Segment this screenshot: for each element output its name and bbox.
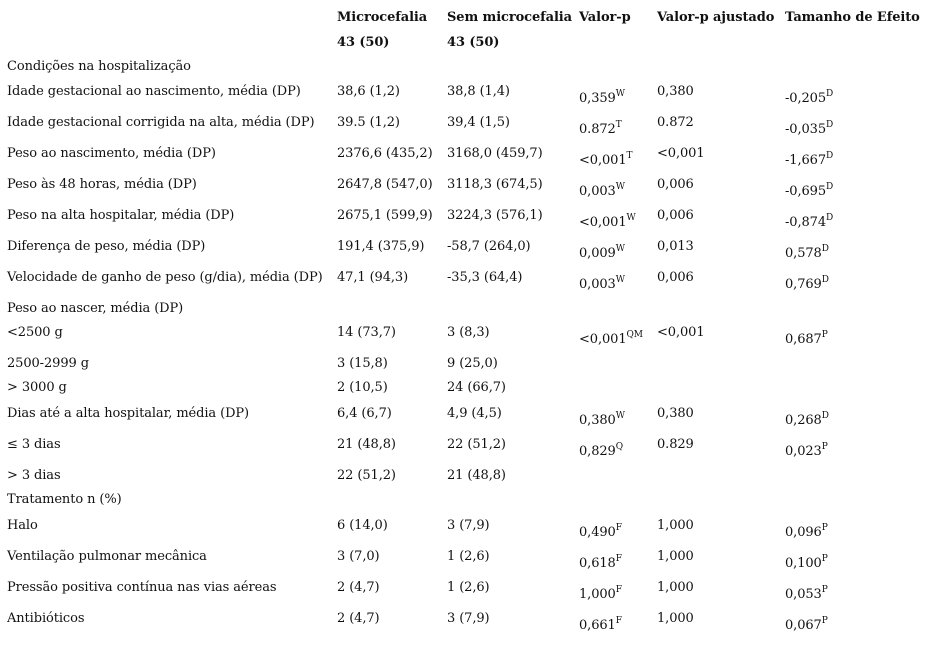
cell-tamanho-efeito [785, 153, 833, 169]
row-label: Idade gestacional corrigida na alta, média (DP) [7, 115, 315, 130]
cell-valor-p [579, 215, 636, 231]
cell-sem-microcefalia: 21 (48,8) [447, 468, 506, 483]
cell-sem-microcefalia: 3 (7,9) [447, 518, 490, 533]
efeito-value: 0,268 [785, 413, 822, 428]
valor-p-value: 0,490 [579, 525, 616, 540]
efeito-measure-marker: D [821, 275, 829, 285]
valor-p-test-marker: W [615, 244, 625, 254]
cell-tamanho-efeito [785, 444, 828, 460]
cell-tamanho-efeito [785, 556, 828, 572]
efeito-value: -0,695 [785, 184, 827, 199]
cell-sem-microcefalia: 1 (2,6) [447, 549, 490, 564]
valor-p-value: 1,000 [579, 587, 616, 602]
valor-p-test-marker: QM [626, 330, 643, 340]
cell-tamanho-efeito [785, 587, 828, 603]
row-label: Pressão positiva contínua nas vias aéreas [7, 580, 277, 595]
header-sem-microcefalia-n: 43 (50) [447, 35, 500, 50]
row-label: Idade gestacional ao nascimento, média (DP) [7, 84, 301, 99]
cell-sem-microcefalia: 3 (8,3) [447, 325, 490, 340]
cell-microcefalia: 3 (15,8) [337, 356, 388, 371]
cell-sem-microcefalia: 4,9 (4,5) [447, 406, 502, 421]
cell-tamanho-efeito [785, 277, 829, 293]
cell-valor-p [579, 277, 625, 293]
cell-valor-p-ajustado: 1,000 [657, 611, 694, 626]
cell-sem-microcefalia: -35,3 (64,4) [447, 270, 523, 285]
row-label: > 3000 g [7, 380, 67, 395]
cell-sem-microcefalia: 22 (51,2) [447, 437, 506, 452]
cell-valor-p [579, 587, 622, 603]
row-label: > 3 dias [7, 468, 61, 483]
valor-p-test-marker: Q [615, 442, 623, 452]
efeito-measure-marker: D [826, 151, 834, 161]
cell-valor-p [579, 91, 625, 107]
header-valor-p-ajustado: Valor-p ajustado [657, 10, 775, 25]
row-label: Peso ao nascimento, média (DP) [7, 146, 216, 161]
cell-valor-p [579, 332, 643, 348]
cell-valor-p [579, 444, 623, 460]
header-microcefalia: Microcefalia [337, 10, 428, 25]
cell-microcefalia: 2376,6 (435,2) [337, 146, 433, 161]
valor-p-value: 0.872 [579, 122, 616, 137]
efeito-measure-marker: D [826, 89, 834, 99]
cell-valor-p [579, 122, 622, 138]
row-label: Velocidade de ganho de peso (g/dia), média (DP) [7, 270, 323, 285]
row-label: Ventilação pulmonar mecânica [7, 549, 207, 564]
cell-sem-microcefalia: 39,4 (1,5) [447, 115, 510, 130]
row-label: Peso na alta hospitalar, média (DP) [7, 208, 235, 223]
cell-microcefalia: 3 (7,0) [337, 549, 380, 564]
valor-p-value: 0,618 [579, 556, 616, 571]
cell-valor-p-ajustado: 0,380 [657, 406, 694, 421]
cell-sem-microcefalia: 3 (7,9) [447, 611, 490, 626]
cell-sem-microcefalia: 3224,3 (576,1) [447, 208, 543, 223]
cell-valor-p-ajustado: 1,000 [657, 518, 694, 533]
valor-p-value: <0,001 [579, 153, 627, 168]
cell-sem-microcefalia: -58,7 (264,0) [447, 239, 531, 254]
row-label: Diferença de peso, média (DP) [7, 239, 206, 254]
cell-microcefalia: 6 (14,0) [337, 518, 388, 533]
cell-sem-microcefalia: 38,8 (1,4) [447, 84, 510, 99]
valor-p-test-marker: F [615, 616, 622, 626]
cell-valor-p-ajustado: 0,380 [657, 84, 694, 99]
efeito-value: -0,874 [785, 215, 827, 230]
row-label: 2500-2999 g [7, 356, 89, 371]
row-label: Tratamento n (%) [7, 492, 122, 507]
cell-valor-p [579, 556, 622, 572]
row-label: Antibióticos [7, 611, 85, 626]
efeito-value: 0,096 [785, 525, 822, 540]
cell-microcefalia: 38,6 (1,2) [337, 84, 400, 99]
valor-p-test-marker: W [615, 89, 625, 99]
valor-p-test-marker: W [615, 275, 625, 285]
row-label: Dias até a alta hospitalar, média (DP) [7, 406, 250, 421]
valor-p-test-marker: F [615, 554, 622, 564]
cell-valor-p-ajustado: 0,006 [657, 270, 694, 285]
cell-microcefalia: 21 (48,8) [337, 437, 396, 452]
cell-valor-p-ajustado: 1,000 [657, 549, 694, 564]
valor-p-value: 0,009 [579, 246, 616, 261]
valor-p-test-marker: W [615, 182, 625, 192]
cell-valor-p-ajustado: <0,001 [657, 325, 705, 340]
cell-microcefalia: 2 (4,7) [337, 611, 380, 626]
efeito-value: 0,023 [785, 444, 822, 459]
efeito-measure-marker: D [826, 213, 834, 223]
row-label: ≤ 3 dias [7, 437, 61, 452]
valor-p-value: 0,003 [579, 184, 616, 199]
cell-microcefalia: 14 (73,7) [337, 325, 396, 340]
efeito-measure-marker: D [826, 120, 834, 130]
cell-tamanho-efeito [785, 122, 833, 138]
cell-valor-p [579, 618, 622, 634]
valor-p-value: 0,380 [579, 413, 616, 428]
cell-valor-p-ajustado: 0,013 [657, 239, 694, 254]
efeito-value: 0,578 [785, 246, 822, 261]
cell-tamanho-efeito [785, 184, 833, 200]
header-microcefalia-n: 43 (50) [337, 35, 390, 50]
cell-microcefalia: 191,4 (375,9) [337, 239, 425, 254]
cell-valor-p [579, 525, 622, 541]
valor-p-value: <0,001 [579, 215, 627, 230]
header-valor-p: Valor-p [579, 10, 631, 25]
efeito-value: -0,035 [785, 122, 827, 137]
cell-microcefalia: 2 (10,5) [337, 380, 388, 395]
cell-microcefalia: 6,4 (6,7) [337, 406, 392, 421]
row-label: Condições na hospitalização [7, 59, 191, 74]
efeito-measure-marker: D [826, 182, 834, 192]
cell-valor-p-ajustado: <0,001 [657, 146, 705, 161]
valor-p-test-marker: T [615, 120, 622, 130]
valor-p-test-marker: W [626, 213, 636, 223]
efeito-measure-marker: P [821, 523, 828, 533]
cell-valor-p-ajustado: 0,006 [657, 208, 694, 223]
efeito-value: -1,667 [785, 153, 827, 168]
valor-p-test-marker: W [615, 411, 625, 421]
cell-microcefalia: 2 (4,7) [337, 580, 380, 595]
cell-sem-microcefalia: 24 (66,7) [447, 380, 506, 395]
cell-valor-p-ajustado: 0,006 [657, 177, 694, 192]
valor-p-value: 0,359 [579, 91, 616, 106]
cell-tamanho-efeito [785, 618, 828, 634]
valor-p-value: 0,003 [579, 277, 616, 292]
efeito-value: 0,053 [785, 587, 822, 602]
efeito-measure-marker: P [821, 554, 828, 564]
efeito-value: 0,067 [785, 618, 822, 633]
cell-valor-p [579, 413, 625, 429]
cell-microcefalia: 39.5 (1,2) [337, 115, 400, 130]
efeito-measure-marker: D [821, 411, 829, 421]
cell-valor-p-ajustado: 0.872 [657, 115, 694, 130]
row-label: <2500 g [7, 325, 63, 340]
row-label: Peso ao nascer, média (DP) [7, 301, 184, 316]
cell-microcefalia: 2675,1 (599,9) [337, 208, 433, 223]
cell-sem-microcefalia: 9 (25,0) [447, 356, 498, 371]
valor-p-value: 0,829 [579, 444, 616, 459]
efeito-value: -0,205 [785, 91, 827, 106]
efeito-measure-marker: P [821, 442, 828, 452]
row-label: Halo [7, 518, 38, 533]
cell-valor-p [579, 184, 625, 200]
efeito-value: 0,769 [785, 277, 822, 292]
cell-tamanho-efeito [785, 91, 833, 107]
cell-microcefalia: 2647,8 (547,0) [337, 177, 433, 192]
cell-valor-p [579, 246, 625, 262]
cell-valor-p [579, 153, 632, 169]
cell-tamanho-efeito [785, 413, 829, 429]
valor-p-test-marker: F [615, 523, 622, 533]
cell-valor-p-ajustado: 1,000 [657, 580, 694, 595]
cell-tamanho-efeito [785, 215, 833, 231]
valor-p-value: <0,001 [579, 332, 627, 347]
cell-microcefalia: 47,1 (94,3) [337, 270, 409, 285]
efeito-measure-marker: P [821, 616, 828, 626]
cell-tamanho-efeito [785, 246, 829, 262]
efeito-measure-marker: P [821, 585, 828, 595]
efeito-measure-marker: D [821, 244, 829, 254]
valor-p-test-marker: T [626, 151, 633, 161]
efeito-measure-marker: P [821, 330, 828, 340]
cell-sem-microcefalia: 3118,3 (674,5) [447, 177, 543, 192]
cell-valor-p-ajustado: 0.829 [657, 437, 694, 452]
efeito-value: 0,100 [785, 556, 822, 571]
cell-sem-microcefalia: 3168,0 (459,7) [447, 146, 543, 161]
valor-p-test-marker: F [615, 585, 622, 595]
header-sem-microcefalia: Sem microcefalia [447, 10, 572, 25]
cell-tamanho-efeito [785, 525, 828, 541]
efeito-value: 0,687 [785, 332, 822, 347]
header-tamanho-efeito: Tamanho de Efeito [785, 10, 920, 25]
cell-tamanho-efeito [785, 332, 828, 348]
valor-p-value: 0,661 [579, 618, 616, 633]
cell-microcefalia: 22 (51,2) [337, 468, 396, 483]
cell-sem-microcefalia: 1 (2,6) [447, 580, 490, 595]
row-label: Peso às 48 horas, média (DP) [7, 177, 197, 192]
